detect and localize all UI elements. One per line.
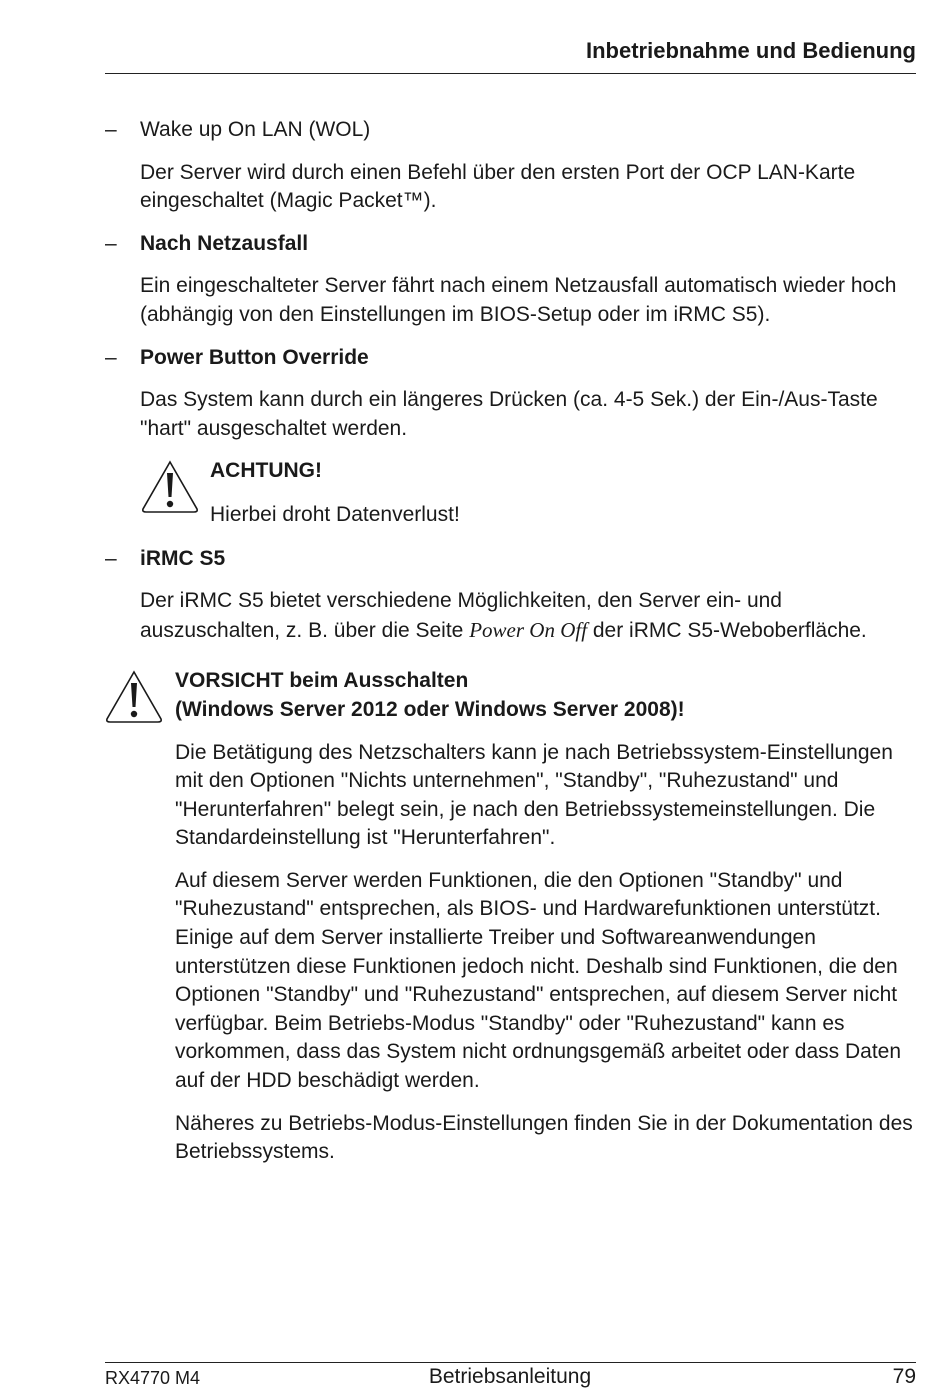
footer-doc-title xyxy=(0,1365,950,1389)
web-page-reference: Power On Off xyxy=(469,617,588,642)
page-number: 79 xyxy=(892,1365,916,1388)
warning-triangle-icon xyxy=(103,669,165,725)
list-dash: – xyxy=(105,546,117,570)
item-heading: Power Button Override xyxy=(140,345,369,369)
achtung-title: ACHTUNG! xyxy=(210,459,322,483)
list-item-power-button-override xyxy=(105,344,917,373)
item-body xyxy=(105,587,917,645)
vorsicht-paragraph: Die Betätigung des Netzschalters kann je nach Betriebssystem-Einstellungen mit den Optionen "Nichts unternehmen", "Standby", "Ruhezustand" und "Herunterfahren" belegt sein, je nach den Betriebssystemeinstellungen. Die Standardeinstellung ist "Herunterfahren". xyxy=(175,740,893,850)
vorsicht-paragraph: Auf diesem Server werden Funktionen, die den Optionen "Standby" und "Ruhezustand" entsprechen, als BIOS- und Hardwarefunktionen unterstützt. Einige auf dem Server installierte Treiber und Softwareanwendungen unterstützen diese Funktionen jedoch nicht. Deshalb sind Funktionen, die den Optionen "Standby" und "Ruhezustand" entsprechen, auf diesem Server nicht verfügbar. Beim Betriebs-Modus "Standby" oder "Ruhezustand" kann es vorkommen, dass das System nicht ordnungsgemäß arbeitet oder dass Daten auf der HDD beschädigt werden. xyxy=(175,868,902,1093)
vorsicht-title xyxy=(175,667,917,724)
page-content xyxy=(105,116,917,1181)
vorsicht-notice xyxy=(105,667,917,1167)
item-body-text: der iRMC S5-Weboberfläche. xyxy=(587,618,867,642)
achtung-text: Hierbei droht Datenverlust! xyxy=(210,502,460,526)
footer-rule xyxy=(105,1362,916,1363)
item-body: Das System kann durch ein längeres Drücken (ca. 4-5 Sek.) der Ein-/Aus-Taste "hart" ausgeschaltet werden. xyxy=(140,388,878,440)
item-heading: iRMC S5 xyxy=(140,546,226,570)
list-item-wol xyxy=(105,116,917,145)
footer-model: RX4770 M4 xyxy=(105,1368,201,1388)
vorsicht-title-line: VORSICHT beim Ausschalten xyxy=(175,669,469,693)
item-heading: Nach Netzausfall xyxy=(140,231,309,255)
header-rule xyxy=(105,73,916,74)
page-header-title: Inbetriebnahme und Bedienung xyxy=(585,38,916,63)
list-item-irmc xyxy=(105,545,917,574)
item-body: Ein eingeschalteter Server fährt nach einem Netzausfall automatisch wieder hoch (abhängig von den Einstellungen im BIOS-Setup oder im iRMC S5). xyxy=(140,274,897,326)
achtung-notice xyxy=(105,457,917,529)
item-body-text: Der iRMC S5 bietet verschiedene Möglichkeiten, den Server ein- und auszuschalten, z. B. über die Seite xyxy=(140,589,782,642)
list-dash: – xyxy=(105,231,117,255)
list-dash: – xyxy=(105,345,117,369)
item-heading: Wake up On LAN (WOL) xyxy=(140,118,371,141)
list-item-netzausfall xyxy=(105,230,917,259)
warning-triangle-icon xyxy=(139,459,201,515)
vorsicht-title-line: (Windows Server 2012 oder Windows Server 2008)! xyxy=(175,697,685,721)
item-body: Der Server wird durch einen Befehl über den ersten Port der OCP LAN-Karte eingeschaltet (Magic Packet™). xyxy=(140,160,856,213)
vorsicht-paragraph: Näheres zu Betriebs-Modus-Einstellungen finden Sie in der Dokumentation des Betriebssystems. xyxy=(175,1111,913,1164)
footer-doc-title-text: Betriebsanleitung xyxy=(428,1365,592,1388)
list-dash: – xyxy=(105,118,117,141)
